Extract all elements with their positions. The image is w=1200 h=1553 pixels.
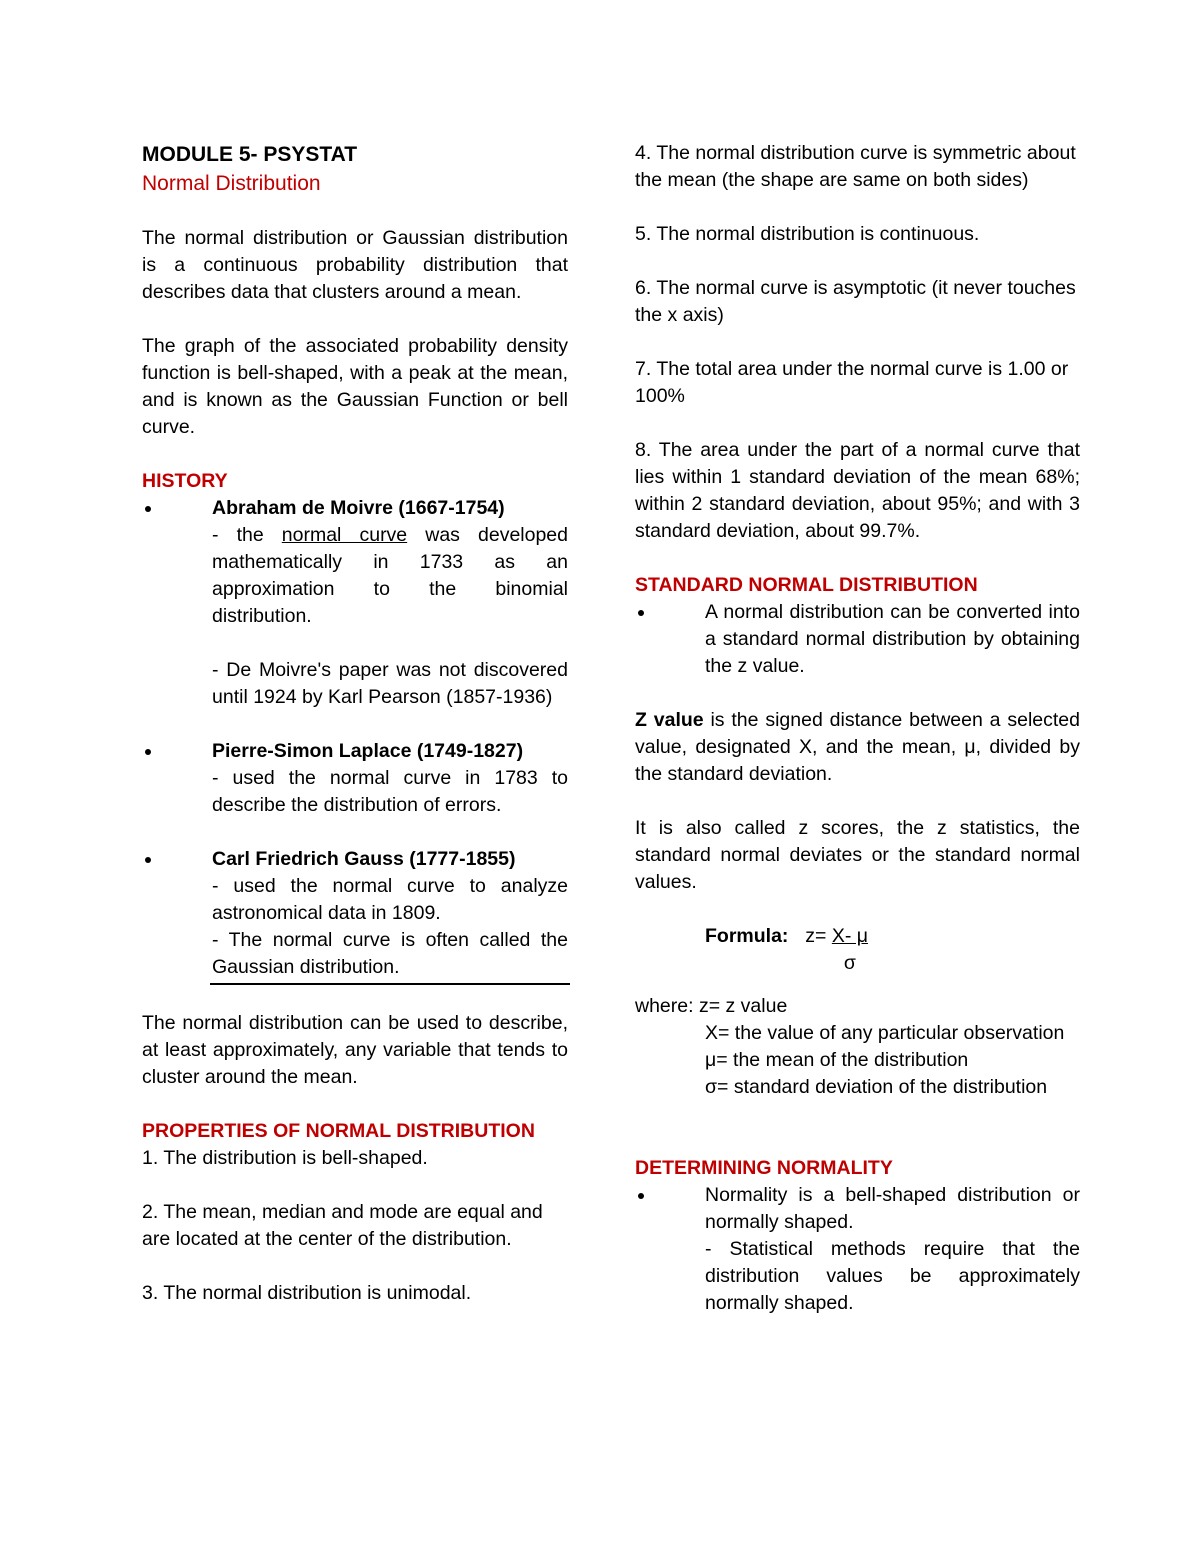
z-value-paragraph: Z value is the signed distance between a selected value, designated X, and the mean, μ, divided by the standard deviation. xyxy=(635,709,1080,785)
history-name: Carl Friedrich Gauss (1777-1855) xyxy=(212,848,516,870)
z-formula xyxy=(635,923,1080,977)
bullet-icon xyxy=(145,857,151,863)
formula-numerator: X- μ xyxy=(831,925,868,947)
graph-paragraph: The graph of the associated probability density function is bell-shaped, with a peak at the mean, and is known as the Gaussian Function or bell curve. xyxy=(142,335,568,438)
bullet-icon xyxy=(638,610,644,616)
where-line: where: z= z value xyxy=(635,995,788,1017)
bullet-icon xyxy=(145,506,151,512)
bullet-icon xyxy=(638,1193,644,1199)
left-column xyxy=(142,140,568,1307)
history-name: Abraham de Moivre (1667-1754) xyxy=(212,497,505,519)
history-name: Pierre-Simon Laplace (1749-1827) xyxy=(212,740,524,762)
property-item: 5. The normal distribution is continuous. xyxy=(635,223,980,245)
property-item: 2. The mean, median and mode are equal and are located at the center of the distribution. xyxy=(142,1201,543,1250)
also-called-paragraph: It is also called z scores, the z statistics, the standard normal deviates or the standard normal values. xyxy=(635,817,1080,893)
where-line: μ= the mean of the distribution xyxy=(705,1049,969,1071)
right-column xyxy=(635,140,1080,1317)
formula-label: Formula: xyxy=(705,925,789,947)
where-line: σ= standard deviation of the distribution xyxy=(705,1076,1048,1098)
normality-heading: DETERMINING NORMALITY xyxy=(635,1157,893,1179)
standard-normal-heading: STANDARD NORMAL DISTRIBUTION xyxy=(635,574,978,596)
formula-denominator: σ xyxy=(843,952,856,974)
list-item-text: - Statistical methods require that the distribution values be approximately normally shaped. xyxy=(705,1238,1080,1314)
list-item xyxy=(635,599,1080,680)
history-item-de-moivre xyxy=(142,495,568,738)
list-item-text: Normality is a bell-shaped distribution or normally shaped. xyxy=(705,1184,1080,1233)
history-list xyxy=(142,495,568,981)
history-heading: HISTORY xyxy=(142,470,228,492)
property-item: 6. The normal curve is asymptotic (it never touches the x axis) xyxy=(635,277,1076,326)
list-item xyxy=(635,1182,1080,1317)
standard-normal-list xyxy=(635,599,1080,680)
formula-lhs: z= xyxy=(805,925,827,947)
module-title: MODULE 5- PSYSTAT xyxy=(142,143,358,166)
property-item: 8. The area under the part of a normal curve that lies within 1 standard deviation of the mean 68%; within 2 standard deviation, about 95%; and with 3 standard deviation, about 99.7%. xyxy=(635,439,1080,542)
bullet-icon xyxy=(145,749,151,755)
history-text: - used the normal curve to analyze astronomical data in 1809. xyxy=(212,875,568,924)
list-item-text: A normal distribution can be converted into a standard normal distribution by obtaining the z value. xyxy=(705,601,1080,677)
properties-heading: PROPERTIES OF NORMAL DISTRIBUTION xyxy=(142,1120,535,1142)
module-subtitle: Normal Distribution xyxy=(142,172,321,195)
usage-paragraph: The normal distribution can be used to describe, at least approximately, any variable that tends to cluster around the mean. xyxy=(142,1012,568,1088)
property-item: 4. The normal distribution curve is symmetric about the mean (the shape are same on both sides) xyxy=(635,142,1076,191)
history-item-laplace xyxy=(142,738,568,846)
normality-list xyxy=(635,1182,1080,1317)
history-text: - used the normal curve in 1783 to describe the distribution of errors. xyxy=(212,767,568,816)
history-text: - De Moivre's paper was not discovered until 1924 by Karl Pearson (1857-1936) xyxy=(212,659,568,708)
history-text: - The normal curve is often called the Gaussian distribution. xyxy=(212,929,568,978)
definition-paragraph: The normal distribution or Gaussian distribution is a continuous probability distribution that describes data that clusters around a mean. xyxy=(142,227,568,303)
where-line: X= the value of any particular observation xyxy=(705,1022,1065,1044)
property-item: 7. The total area under the normal curve is 1.00 or 100% xyxy=(635,358,1069,407)
formula-fraction xyxy=(832,923,868,977)
history-text: - the normal curve was developed mathematically in 1733 as an approximation to the binomial distribution. xyxy=(212,524,568,627)
history-item-gauss xyxy=(142,846,568,981)
property-item: 1. The distribution is bell-shaped. xyxy=(142,1147,428,1169)
property-item: 3. The normal distribution is unimodal. xyxy=(142,1282,472,1304)
